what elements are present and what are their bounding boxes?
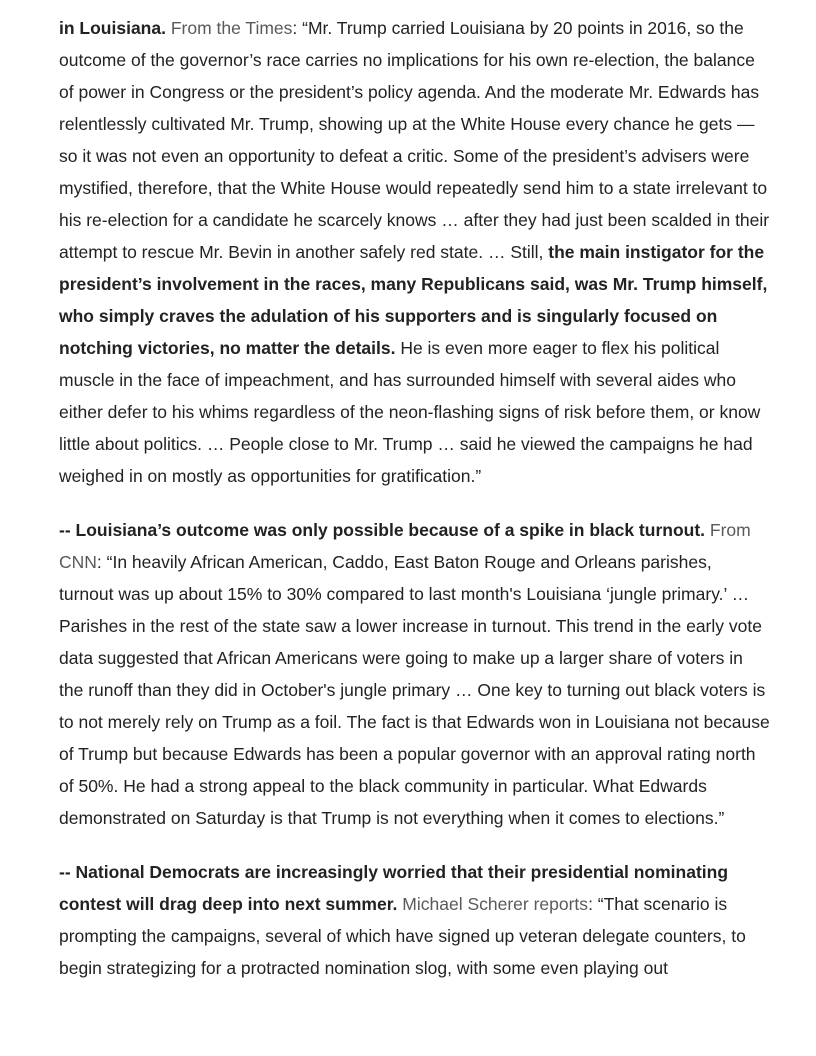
bold-quote-text: the main instigator for the president’s involvement in the races, many Republicans said, was Mr. Trump himself, who simply craves the adulation of his supporters and is singularly focused on notching victories, no matter the details. [59,242,768,358]
paragraph-cnn [59,514,771,834]
source-link-scherer[interactable]: Michael Scherer reports [402,894,589,914]
paragraph-times [59,12,771,492]
quote-text-scherer: : “That scenario is prompting the campaigns, several of which have signed up veteran delegate counters, to begin strategizing for a protracted nomination slog, with some even playing out [59,894,746,978]
source-link-cnn[interactable]: From CNN [59,520,751,572]
section-headline-turnout: -- Louisiana’s outcome was only possible because of a spike in black turnout. [59,520,706,540]
lead-bold-text: in Louisiana. [59,18,166,38]
section-headline-democrats: -- National Democrats are increasingly worried that their presidential nominating contest will drag deep into next summer. [59,862,729,914]
source-link-times[interactable]: From the Times [170,18,293,38]
article-body [59,12,771,984]
quote-text-continued: He is even more eager to flex his political muscle in the face of impeachment, and has surrounded himself with several aides who either defer to his whims regardless of the neon-flashing signs of risk before them, or know little about politics. … People close to Mr. Trump … said he viewed the campaigns he had weighed in on mostly as opportunities for gratification.” [59,338,761,486]
quote-text-cnn: : “In heavily African American, Caddo, East Baton Rouge and Orleans parishes, turnout was up about 15% to 30% compared to last month's Louisiana ‘jungle primary.’ … Parishes in the rest of the state saw a lower increase in turnout. This trend in the early vote data suggested that African Americans were going to make up a larger share of voters in the runoff than they did in October's jungle primary … One key to turning out black voters is to not merely rely on Trump as a foil. The fact is that Edwards won in Louisiana not because of Trump but because Edwards has been a popular governor with an approval rating north of 50%. He had a strong appeal to the black community in particular. What Edwards demonstrated on Saturday is that Trump is not everything when it comes to elections.” [59,552,770,828]
paragraph-scherer [59,856,771,984]
quote-text: : “Mr. Trump carried Louisiana by 20 points in 2016, so the outcome of the governor’s race carries no implications for his own re-election, the balance of power in Congress or the president’s policy agenda. And the moderate Mr. Edwards has relentlessly cultivated Mr. Trump, showing up at the White House every chance he gets — so it was not even an opportunity to defeat a critic. Some of the president’s advisers were mystified, therefore, that the White House would repeatedly send him to a state irrelevant to his re-election for a candidate he scarcely knows … after they had just been scalded in their attempt to rescue Mr. Bevin in another safely red state. … Still, [59,18,770,262]
